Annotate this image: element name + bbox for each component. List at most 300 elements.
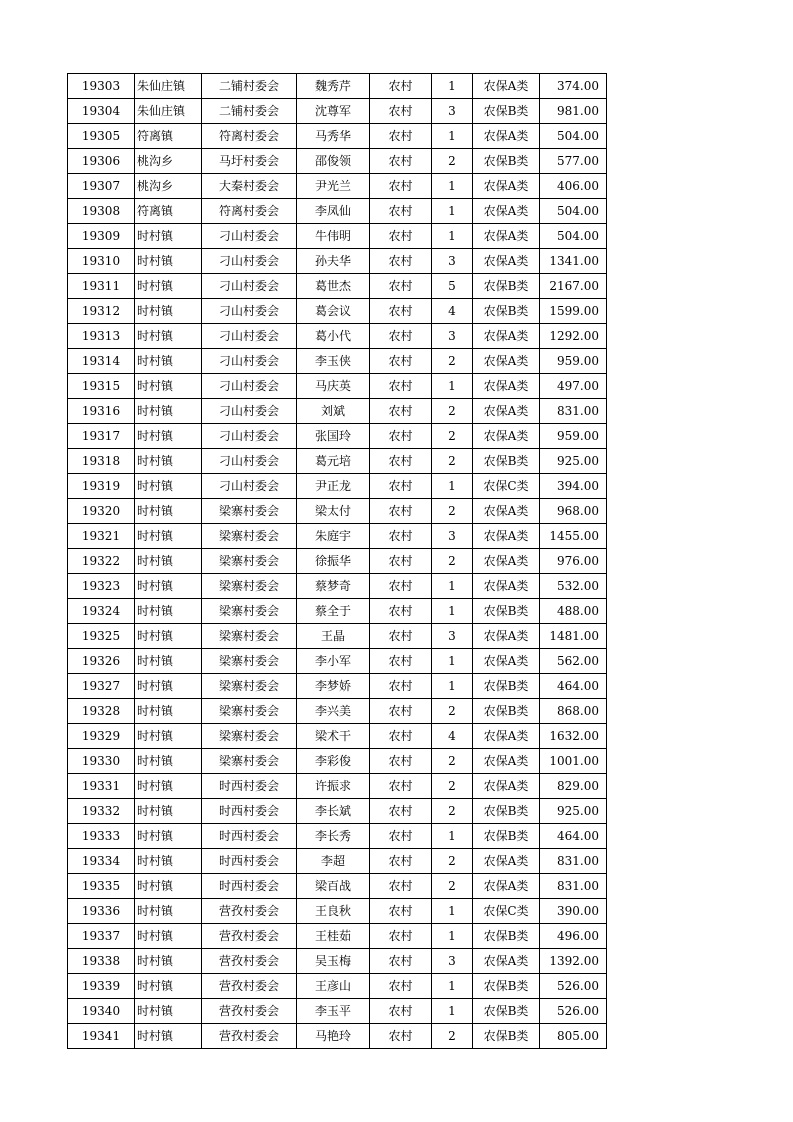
cell-household-type: 农村	[370, 599, 432, 624]
cell-record-id: 19316	[68, 399, 135, 424]
cell-record-id: 19303	[68, 74, 135, 99]
cell-record-id: 19307	[68, 174, 135, 199]
cell-member-count: 2	[432, 1024, 473, 1049]
cell-insurance-category: 农保A类	[473, 124, 540, 149]
table-row	[68, 74, 607, 99]
cell-village-committee: 刁山村委会	[202, 324, 297, 349]
cell-household-type: 农村	[370, 374, 432, 399]
cell-insurance-category: 农保A类	[473, 399, 540, 424]
cell-household-type: 农村	[370, 574, 432, 599]
cell-township: 时村镇	[135, 474, 202, 499]
cell-township: 时村镇	[135, 849, 202, 874]
cell-record-id: 19338	[68, 949, 135, 974]
cell-amount: 2167.00	[540, 274, 607, 299]
cell-amount: 406.00	[540, 174, 607, 199]
cell-amount: 976.00	[540, 549, 607, 574]
cell-household-type: 农村	[370, 249, 432, 274]
cell-township: 桃沟乡	[135, 149, 202, 174]
cell-member-count: 2	[432, 774, 473, 799]
cell-village-committee: 刁山村委会	[202, 374, 297, 399]
table-row	[68, 449, 607, 474]
table-row	[68, 874, 607, 899]
cell-insurance-category: 农保A类	[473, 74, 540, 99]
cell-village-committee: 梁寨村委会	[202, 699, 297, 724]
cell-township: 时村镇	[135, 274, 202, 299]
cell-amount: 805.00	[540, 1024, 607, 1049]
cell-person-name: 李小军	[297, 649, 370, 674]
cell-amount: 981.00	[540, 99, 607, 124]
cell-insurance-category: 农保B类	[473, 274, 540, 299]
cell-household-type: 农村	[370, 924, 432, 949]
cell-record-id: 19323	[68, 574, 135, 599]
cell-household-type: 农村	[370, 424, 432, 449]
cell-member-count: 3	[432, 949, 473, 974]
cell-member-count: 2	[432, 549, 473, 574]
cell-member-count: 1	[432, 599, 473, 624]
cell-village-committee: 梁寨村委会	[202, 724, 297, 749]
cell-person-name: 葛会议	[297, 299, 370, 324]
cell-amount: 1001.00	[540, 749, 607, 774]
cell-person-name: 马庆英	[297, 374, 370, 399]
cell-township: 时村镇	[135, 1024, 202, 1049]
table-row	[68, 499, 607, 524]
table-row	[68, 749, 607, 774]
cell-member-count: 1	[432, 824, 473, 849]
cell-village-committee: 大秦村委会	[202, 174, 297, 199]
cell-person-name: 孙夫华	[297, 249, 370, 274]
cell-amount: 959.00	[540, 424, 607, 449]
cell-record-id: 19341	[68, 1024, 135, 1049]
cell-insurance-category: 农保A类	[473, 774, 540, 799]
table-row	[68, 924, 607, 949]
cell-member-count: 2	[432, 749, 473, 774]
cell-person-name: 王良秋	[297, 899, 370, 924]
cell-township: 时村镇	[135, 224, 202, 249]
cell-household-type: 农村	[370, 274, 432, 299]
cell-record-id: 19339	[68, 974, 135, 999]
cell-person-name: 李彩俊	[297, 749, 370, 774]
cell-household-type: 农村	[370, 649, 432, 674]
cell-record-id: 19319	[68, 474, 135, 499]
cell-amount: 464.00	[540, 824, 607, 849]
cell-member-count: 2	[432, 424, 473, 449]
table-row	[68, 1024, 607, 1049]
cell-person-name: 葛世杰	[297, 274, 370, 299]
cell-insurance-category: 农保C类	[473, 899, 540, 924]
cell-record-id: 19312	[68, 299, 135, 324]
cell-village-committee: 营孜村委会	[202, 899, 297, 924]
cell-person-name: 梁百战	[297, 874, 370, 899]
cell-member-count: 2	[432, 699, 473, 724]
cell-household-type: 农村	[370, 224, 432, 249]
cell-household-type: 农村	[370, 349, 432, 374]
cell-household-type: 农村	[370, 899, 432, 924]
cell-insurance-category: 农保A类	[473, 374, 540, 399]
cell-member-count: 1	[432, 674, 473, 699]
cell-person-name: 王晶	[297, 624, 370, 649]
cell-person-name: 吴玉梅	[297, 949, 370, 974]
table-row	[68, 774, 607, 799]
cell-member-count: 1	[432, 974, 473, 999]
cell-township: 时村镇	[135, 949, 202, 974]
cell-household-type: 农村	[370, 474, 432, 499]
cell-township: 时村镇	[135, 324, 202, 349]
cell-record-id: 19330	[68, 749, 135, 774]
cell-township: 时村镇	[135, 574, 202, 599]
cell-township: 时村镇	[135, 799, 202, 824]
cell-amount: 829.00	[540, 774, 607, 799]
cell-village-committee: 营孜村委会	[202, 999, 297, 1024]
table-row	[68, 799, 607, 824]
table-row	[68, 99, 607, 124]
cell-insurance-category: 农保B类	[473, 599, 540, 624]
cell-insurance-category: 农保B类	[473, 799, 540, 824]
cell-person-name: 李玉平	[297, 999, 370, 1024]
cell-record-id: 19325	[68, 624, 135, 649]
cell-village-committee: 刁山村委会	[202, 249, 297, 274]
cell-member-count: 3	[432, 249, 473, 274]
cell-record-id: 19337	[68, 924, 135, 949]
cell-township: 时村镇	[135, 674, 202, 699]
cell-village-committee: 营孜村委会	[202, 1024, 297, 1049]
cell-household-type: 农村	[370, 399, 432, 424]
cell-township: 时村镇	[135, 424, 202, 449]
cell-insurance-category: 农保A类	[473, 349, 540, 374]
cell-household-type: 农村	[370, 449, 432, 474]
cell-village-committee: 营孜村委会	[202, 974, 297, 999]
cell-person-name: 沈尊军	[297, 99, 370, 124]
cell-household-type: 农村	[370, 699, 432, 724]
cell-amount: 464.00	[540, 674, 607, 699]
cell-record-id: 19313	[68, 324, 135, 349]
cell-member-count: 1	[432, 199, 473, 224]
cell-township: 符离镇	[135, 124, 202, 149]
cell-member-count: 2	[432, 849, 473, 874]
cell-amount: 488.00	[540, 599, 607, 624]
cell-village-committee: 梁寨村委会	[202, 674, 297, 699]
cell-person-name: 蔡梦奇	[297, 574, 370, 599]
cell-person-name: 梁太付	[297, 499, 370, 524]
cell-village-committee: 刁山村委会	[202, 224, 297, 249]
cell-township: 时村镇	[135, 624, 202, 649]
cell-member-count: 5	[432, 274, 473, 299]
relief-roster-table	[67, 73, 607, 1049]
cell-person-name: 尹正龙	[297, 474, 370, 499]
cell-person-name: 马艳玲	[297, 1024, 370, 1049]
table-row	[68, 949, 607, 974]
cell-amount: 925.00	[540, 449, 607, 474]
cell-record-id: 19334	[68, 849, 135, 874]
cell-person-name: 李长斌	[297, 799, 370, 824]
cell-person-name: 王彦山	[297, 974, 370, 999]
cell-township: 时村镇	[135, 524, 202, 549]
cell-township: 时村镇	[135, 549, 202, 574]
cell-member-count: 3	[432, 524, 473, 549]
cell-member-count: 3	[432, 324, 473, 349]
cell-village-committee: 时西村委会	[202, 799, 297, 824]
cell-village-committee: 二铺村委会	[202, 74, 297, 99]
cell-township: 时村镇	[135, 374, 202, 399]
cell-person-name: 李兴美	[297, 699, 370, 724]
table-row	[68, 424, 607, 449]
cell-person-name: 邵俊领	[297, 149, 370, 174]
cell-record-id: 19309	[68, 224, 135, 249]
cell-insurance-category: 农保A类	[473, 224, 540, 249]
cell-township: 符离镇	[135, 199, 202, 224]
cell-village-committee: 梁寨村委会	[202, 599, 297, 624]
cell-insurance-category: 农保A类	[473, 749, 540, 774]
cell-person-name: 刘斌	[297, 399, 370, 424]
cell-record-id: 19326	[68, 649, 135, 674]
cell-household-type: 农村	[370, 74, 432, 99]
cell-amount: 1392.00	[540, 949, 607, 974]
cell-member-count: 1	[432, 124, 473, 149]
cell-record-id: 19324	[68, 599, 135, 624]
cell-record-id: 19329	[68, 724, 135, 749]
cell-village-committee: 符离村委会	[202, 199, 297, 224]
cell-amount: 374.00	[540, 74, 607, 99]
cell-household-type: 农村	[370, 724, 432, 749]
cell-member-count: 2	[432, 399, 473, 424]
cell-household-type: 农村	[370, 774, 432, 799]
cell-village-committee: 刁山村委会	[202, 399, 297, 424]
cell-member-count: 1	[432, 574, 473, 599]
cell-person-name: 许振求	[297, 774, 370, 799]
cell-village-committee: 时西村委会	[202, 849, 297, 874]
table-row	[68, 349, 607, 374]
cell-member-count: 2	[432, 149, 473, 174]
cell-household-type: 农村	[370, 799, 432, 824]
cell-record-id: 19317	[68, 424, 135, 449]
cell-amount: 925.00	[540, 799, 607, 824]
cell-person-name: 葛小代	[297, 324, 370, 349]
cell-insurance-category: 农保A类	[473, 499, 540, 524]
cell-township: 时村镇	[135, 749, 202, 774]
cell-insurance-category: 农保A类	[473, 249, 540, 274]
table-row	[68, 299, 607, 324]
cell-household-type: 农村	[370, 199, 432, 224]
cell-member-count: 4	[432, 299, 473, 324]
cell-household-type: 农村	[370, 149, 432, 174]
cell-member-count: 1	[432, 999, 473, 1024]
table-row	[68, 574, 607, 599]
table-row	[68, 524, 607, 549]
cell-member-count: 1	[432, 374, 473, 399]
cell-household-type: 农村	[370, 674, 432, 699]
cell-person-name: 李玉侠	[297, 349, 370, 374]
cell-record-id: 19310	[68, 249, 135, 274]
cell-record-id: 19314	[68, 349, 135, 374]
cell-township: 时村镇	[135, 249, 202, 274]
cell-amount: 868.00	[540, 699, 607, 724]
cell-person-name: 张国玲	[297, 424, 370, 449]
cell-village-committee: 时西村委会	[202, 824, 297, 849]
cell-township: 时村镇	[135, 899, 202, 924]
table-row	[68, 174, 607, 199]
cell-household-type: 农村	[370, 324, 432, 349]
cell-person-name: 李凤仙	[297, 199, 370, 224]
cell-insurance-category: 农保A类	[473, 424, 540, 449]
table-row	[68, 149, 607, 174]
cell-township: 时村镇	[135, 874, 202, 899]
table-row	[68, 824, 607, 849]
cell-village-committee: 刁山村委会	[202, 349, 297, 374]
cell-insurance-category: 农保A类	[473, 324, 540, 349]
table-row	[68, 724, 607, 749]
cell-record-id: 19321	[68, 524, 135, 549]
cell-record-id: 19327	[68, 674, 135, 699]
cell-amount: 526.00	[540, 999, 607, 1024]
table-row	[68, 624, 607, 649]
cell-household-type: 农村	[370, 849, 432, 874]
cell-township: 桃沟乡	[135, 174, 202, 199]
cell-insurance-category: 农保B类	[473, 974, 540, 999]
cell-insurance-category: 农保A类	[473, 649, 540, 674]
table-row	[68, 374, 607, 399]
table-row	[68, 974, 607, 999]
cell-record-id: 19318	[68, 449, 135, 474]
cell-household-type: 农村	[370, 824, 432, 849]
cell-village-committee: 营孜村委会	[202, 949, 297, 974]
cell-member-count: 3	[432, 624, 473, 649]
cell-amount: 1292.00	[540, 324, 607, 349]
cell-amount: 504.00	[540, 124, 607, 149]
table-row	[68, 999, 607, 1024]
cell-person-name: 李长秀	[297, 824, 370, 849]
cell-amount: 831.00	[540, 849, 607, 874]
cell-person-name: 李超	[297, 849, 370, 874]
cell-township: 时村镇	[135, 999, 202, 1024]
cell-insurance-category: 农保B类	[473, 999, 540, 1024]
cell-person-name: 梁术干	[297, 724, 370, 749]
table-row	[68, 674, 607, 699]
cell-member-count: 2	[432, 799, 473, 824]
cell-amount: 497.00	[540, 374, 607, 399]
cell-village-committee: 刁山村委会	[202, 424, 297, 449]
cell-person-name: 牛伟明	[297, 224, 370, 249]
cell-amount: 1599.00	[540, 299, 607, 324]
cell-township: 时村镇	[135, 974, 202, 999]
cell-amount: 959.00	[540, 349, 607, 374]
cell-household-type: 农村	[370, 749, 432, 774]
cell-household-type: 农村	[370, 524, 432, 549]
cell-amount: 394.00	[540, 474, 607, 499]
cell-member-count: 1	[432, 899, 473, 924]
cell-person-name: 朱庭宇	[297, 524, 370, 549]
cell-village-committee: 梁寨村委会	[202, 649, 297, 674]
cell-amount: 831.00	[540, 399, 607, 424]
cell-person-name: 李梦娇	[297, 674, 370, 699]
cell-member-count: 4	[432, 724, 473, 749]
cell-household-type: 农村	[370, 1024, 432, 1049]
cell-insurance-category: 农保A类	[473, 624, 540, 649]
cell-insurance-category: 农保B类	[473, 449, 540, 474]
cell-record-id: 19322	[68, 549, 135, 574]
cell-record-id: 19308	[68, 199, 135, 224]
cell-amount: 1632.00	[540, 724, 607, 749]
cell-village-committee: 刁山村委会	[202, 474, 297, 499]
cell-township: 时村镇	[135, 724, 202, 749]
cell-record-id: 19333	[68, 824, 135, 849]
cell-amount: 526.00	[540, 974, 607, 999]
cell-record-id: 19340	[68, 999, 135, 1024]
cell-record-id: 19315	[68, 374, 135, 399]
table-row	[68, 224, 607, 249]
cell-household-type: 农村	[370, 624, 432, 649]
cell-township: 时村镇	[135, 924, 202, 949]
cell-village-committee: 梁寨村委会	[202, 499, 297, 524]
cell-township: 时村镇	[135, 299, 202, 324]
cell-member-count: 2	[432, 449, 473, 474]
table-row	[68, 274, 607, 299]
cell-amount: 1341.00	[540, 249, 607, 274]
cell-village-committee: 时西村委会	[202, 774, 297, 799]
cell-household-type: 农村	[370, 549, 432, 574]
cell-village-committee: 马圩村委会	[202, 149, 297, 174]
table-row	[68, 474, 607, 499]
cell-insurance-category: 农保A类	[473, 874, 540, 899]
cell-record-id: 19328	[68, 699, 135, 724]
cell-amount: 562.00	[540, 649, 607, 674]
cell-member-count: 1	[432, 74, 473, 99]
cell-amount: 831.00	[540, 874, 607, 899]
cell-insurance-category: 农保A类	[473, 549, 540, 574]
table-row	[68, 549, 607, 574]
cell-record-id: 19305	[68, 124, 135, 149]
table-row	[68, 649, 607, 674]
table-row	[68, 699, 607, 724]
cell-amount: 1481.00	[540, 624, 607, 649]
cell-village-committee: 符离村委会	[202, 124, 297, 149]
cell-village-committee: 时西村委会	[202, 874, 297, 899]
cell-township: 时村镇	[135, 449, 202, 474]
cell-record-id: 19335	[68, 874, 135, 899]
cell-household-type: 农村	[370, 499, 432, 524]
cell-household-type: 农村	[370, 174, 432, 199]
cell-insurance-category: 农保B类	[473, 99, 540, 124]
cell-insurance-category: 农保B类	[473, 699, 540, 724]
cell-township: 时村镇	[135, 699, 202, 724]
cell-township: 时村镇	[135, 349, 202, 374]
cell-amount: 1455.00	[540, 524, 607, 549]
cell-insurance-category: 农保B类	[473, 824, 540, 849]
cell-village-committee: 刁山村委会	[202, 299, 297, 324]
cell-amount: 577.00	[540, 149, 607, 174]
table-body	[68, 74, 607, 1049]
table-row	[68, 324, 607, 349]
cell-township: 朱仙庄镇	[135, 99, 202, 124]
cell-amount: 504.00	[540, 224, 607, 249]
cell-member-count: 2	[432, 874, 473, 899]
cell-member-count: 2	[432, 499, 473, 524]
cell-household-type: 农村	[370, 124, 432, 149]
cell-amount: 968.00	[540, 499, 607, 524]
cell-record-id: 19336	[68, 899, 135, 924]
cell-household-type: 农村	[370, 299, 432, 324]
cell-amount: 496.00	[540, 924, 607, 949]
table-row	[68, 199, 607, 224]
cell-insurance-category: 农保A类	[473, 849, 540, 874]
cell-member-count: 3	[432, 99, 473, 124]
cell-township: 朱仙庄镇	[135, 74, 202, 99]
cell-township: 时村镇	[135, 399, 202, 424]
cell-insurance-category: 农保A类	[473, 199, 540, 224]
cell-household-type: 农村	[370, 99, 432, 124]
cell-person-name: 尹光兰	[297, 174, 370, 199]
cell-township: 时村镇	[135, 649, 202, 674]
cell-village-committee: 二铺村委会	[202, 99, 297, 124]
cell-household-type: 农村	[370, 974, 432, 999]
